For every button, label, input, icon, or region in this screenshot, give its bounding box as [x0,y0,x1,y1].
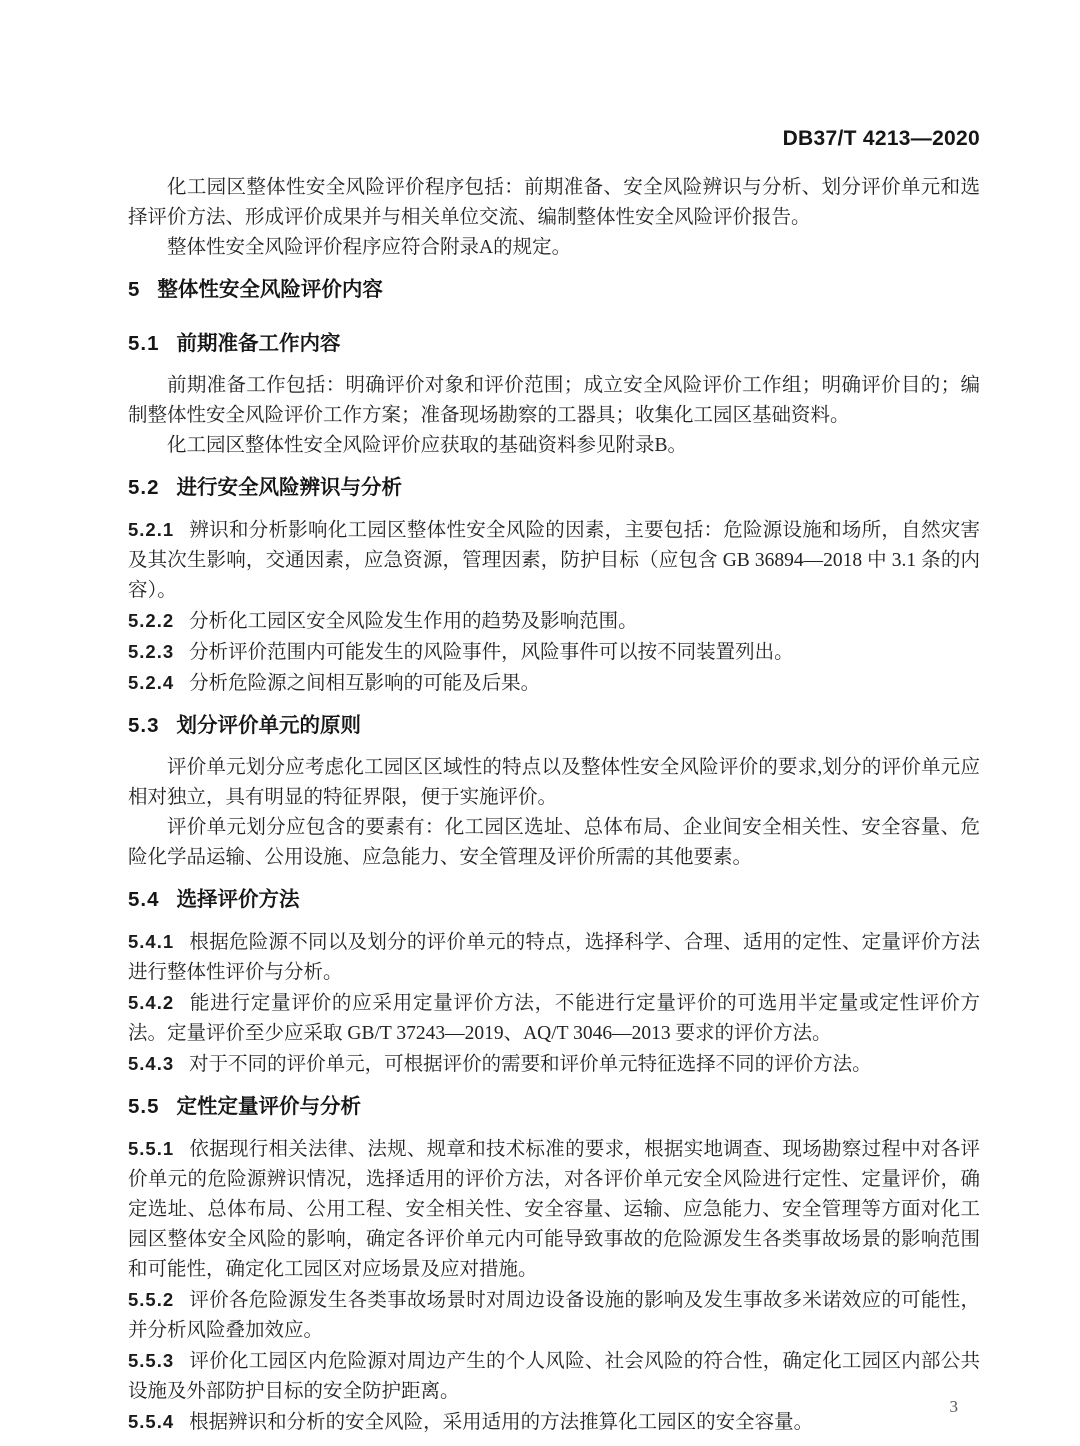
clause-5-5-3 [128,1346,980,1407]
section-5-3-paragraph-2: 评价单元划分应包含的要素有：化工园区选址、总体布局、企业间安全相关性、安全容量、危险化学品运输、公用设施、应急能力、安全管理及评价所需的其他要素。 [128,817,980,868]
clause-5-2-1-number: 5.2.1 [128,519,175,540]
clause-5-4-2-text: 能进行定量评价的应采用定量评价方法，不能进行定量评价的可选用半定量或定性评价方法。定量评价至少应采取 GB/T 37243—2019、AQ/T 3046—2013 要求的评价方法。 [128,993,980,1044]
intro-paragraph-1: 化工园区整体性安全风险评价程序包括：前期准备、安全风险辨识与分析、划分评价单元和选择评价方法、形成评价成果并与相关单位交流、编制整体性安全风险评价报告。 [128,177,980,228]
clause-5-2-2 [128,606,980,637]
section-5-5-number: 5.5 [128,1095,160,1118]
section-5-title: 整体性安全风险评价内容 [157,278,383,301]
clause-5-5-3-text: 评价化工园区内危险源对周边产生的个人风险、社会风险的符合性，确定化工园区内部公共设施及外部防护目标的安全防护距离。 [128,1351,980,1402]
section-5-2-number: 5.2 [128,476,160,499]
clause-5-5-4-text: 根据辨识和分析的安全风险，采用适用的方法推算化工园区的安全容量。 [189,1412,814,1433]
document-content [128,0,980,1438]
section-5-4-number: 5.4 [128,888,160,911]
clause-5-5-1 [128,1134,980,1285]
clause-5-2-4-text: 分析危险源之间相互影响的可能及后果。 [189,673,541,694]
clause-5-2-1-text: 辨识和分析影响化工园区整体性安全风险的因素，主要包括：危险源设施和场所，自然灾害及其次生影响，交通因素，应急资源，管理因素，防护目标（应包含 GB 36894—2018 中 3.1 条的内容）。 [128,520,980,601]
clause-5-4-1-text: 根据危险源不同以及划分的评价单元的特点，选择科学、合理、适用的定性、定量评价方法进行整体性评价与分析。 [128,932,980,983]
clause-5-5-2 [128,1285,980,1346]
clause-5-4-3 [128,1049,980,1080]
section-5-3-heading [128,711,980,741]
section-5-1-paragraph-2: 化工园区整体性安全风险评价应获取的基础资料参见附录B。 [167,435,688,456]
clause-5-5-3-number: 5.5.3 [128,1350,175,1371]
section-5-3-title: 划分评价单元的原则 [176,714,361,737]
clause-5-5-1-number: 5.5.1 [128,1138,175,1159]
section-5-1-title: 前期准备工作内容 [176,332,341,355]
clause-5-5-2-number: 5.5.2 [128,1289,175,1310]
section-5-5-title: 定性定量评价与分析 [176,1095,361,1118]
clause-5-5-4-number: 5.5.4 [128,1411,175,1432]
section-5-3-paragraph-1: 评价单元划分应考虑化工园区区域性的特点以及整体性安全风险评价的要求,划分的评价单元应相对独立，具有明显的特征界限，便于实施评价。 [128,757,980,808]
clause-5-4-1 [128,927,980,988]
clause-5-4-2-number: 5.4.2 [128,992,175,1013]
section-5-2-title: 进行安全风险辨识与分析 [176,476,402,499]
clause-5-2-3-text: 分析评价范围内可能发生的风险事件，风险事件可以按不同装置列出。 [189,642,794,663]
clause-5-2-4 [128,668,980,699]
section-5-1-paragraph-1: 前期准备工作包括：明确评价对象和评价范围；成立安全风险评价工作组；明确评价目的；编制整体性安全风险评价工作方案；准备现场勘察的工器具；收集化工园区基础资料。 [128,375,980,426]
section-5-1-heading [128,329,980,359]
section-5-3-number: 5.3 [128,714,160,737]
clause-5-4-1-number: 5.4.1 [128,931,175,952]
clause-5-4-3-number: 5.4.3 [128,1053,175,1074]
section-5-4-heading [128,885,980,915]
intro-paragraph-2: 整体性安全风险评价程序应符合附录A的规定。 [167,237,572,258]
clause-5-2-3-number: 5.2.3 [128,641,175,662]
page-number: 3 [949,1397,958,1416]
clause-5-4-2 [128,988,980,1049]
clause-5-5-1-text: 依据现行相关法律、法规、规章和技术标准的要求，根据实地调查、现场勘察过程中对各评价单元的危险源辨识情况，选择适用的评价方法，对各评价单元安全风险进行定性、定量评价，确定选址、总体布局、公用工程、安全相关性、安全容量、运输、应急能力、安全管理等方面对化工园区整体安全风险的影响，确定各评价单元内可能导致事故的危险源发生各类事故场景的影响范围和可能性，确定化工园区对应场景及应对措施。 [128,1139,980,1280]
clause-5-4-3-text: 对于不同的评价单元，可根据评价的需要和评价单元特征选择不同的评价方法。 [189,1054,872,1075]
clause-5-2-1 [128,515,980,606]
section-5-2-heading [128,473,980,503]
clause-5-5-2-text: 评价各危险源发生各类事故场景时对周边设备设施的影响及发生事故多米诺效应的可能性，并分析风险叠加效应。 [128,1290,980,1341]
clause-5-2-4-number: 5.2.4 [128,672,175,693]
section-5-1-number: 5.1 [128,332,160,355]
standard-number-header: DB37/T 4213—2020 [782,127,980,150]
clause-5-2-2-text: 分析化工园区安全风险发生作用的趋势及影响范围。 [189,611,638,632]
clause-5-5-4 [128,1407,980,1438]
clause-5-2-2-number: 5.2.2 [128,610,175,631]
section-5-5-heading [128,1092,980,1122]
section-5-number: 5 [128,278,141,301]
section-5-4-title: 选择评价方法 [176,888,300,911]
clause-5-2-3 [128,637,980,668]
section-5-heading [128,275,980,305]
